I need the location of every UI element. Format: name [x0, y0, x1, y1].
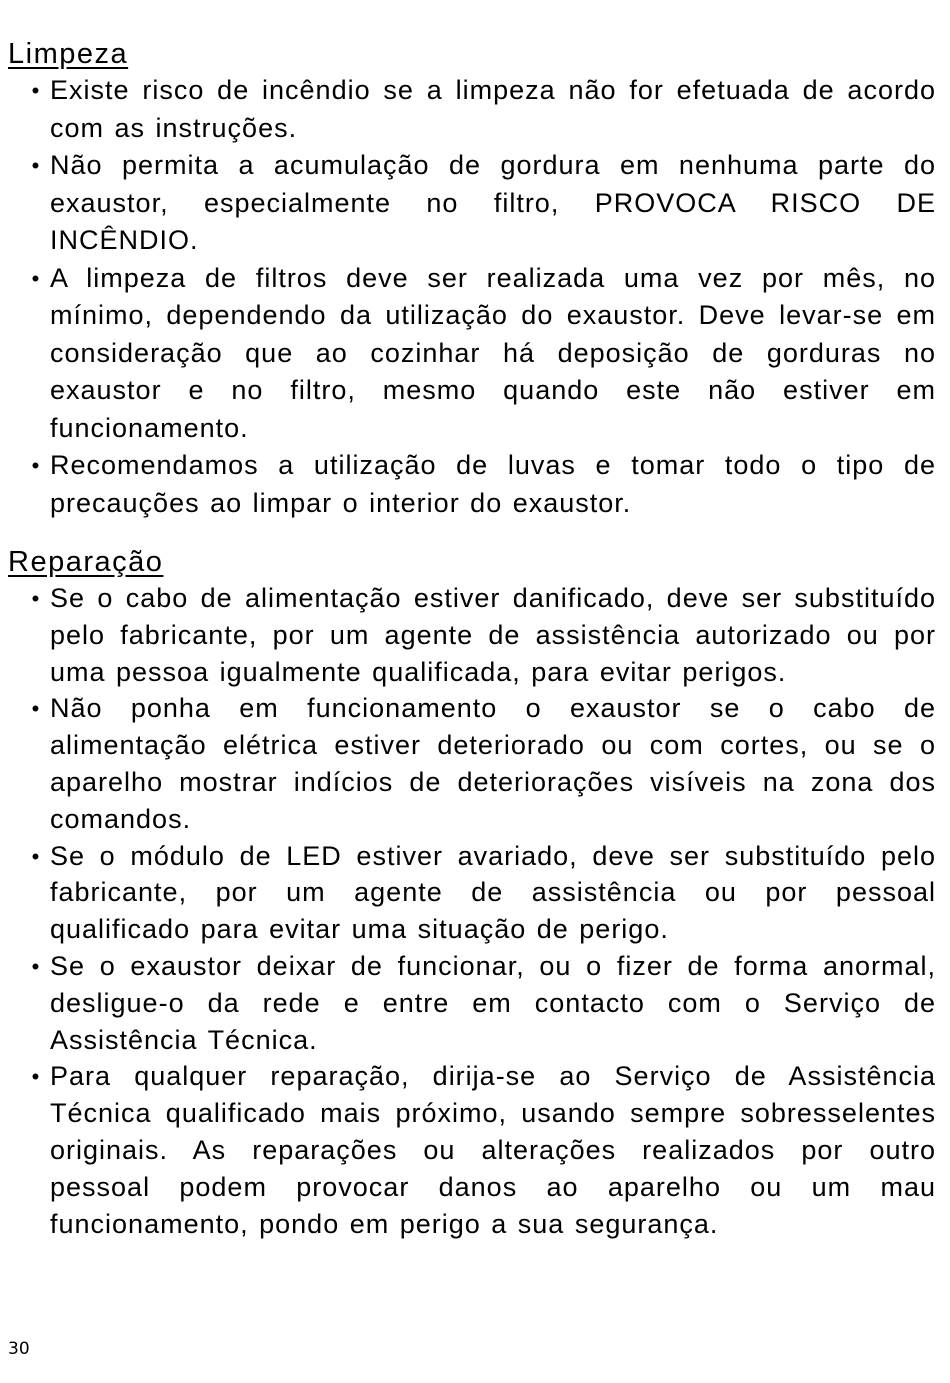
bullet-icon: • [31, 953, 41, 979]
list-item [8, 147, 936, 260]
bullet-icon: • [31, 843, 41, 869]
list-item [8, 838, 936, 948]
list-item [8, 72, 936, 147]
section-heading: Reparação [8, 546, 164, 578]
page-number: 30 [8, 1339, 30, 1359]
section-limpeza [8, 36, 936, 522]
list-item-text: Recomendamos a utilização de luvas e tomar todo o tipo de precauções ao limpar o interior do exaustor. [50, 450, 936, 518]
list-item [8, 1058, 936, 1242]
bullet-icon: • [31, 453, 41, 478]
list-item-text: A limpeza de filtros deve ser realizada uma vez por mês, no mínimo, dependendo da utilização do exaustor. Deve levar-se em consideração que ao cozinhar há deposição de gorduras no exaustor e no filtro, mesmo quando este não estiver em funcionamento. [50, 262, 936, 443]
list-item [8, 447, 936, 522]
bullet-list [8, 72, 936, 522]
list-item-text: Existe risco de incêndio se a limpeza não for efetuada de acordo com as instruções. [50, 75, 936, 143]
bullet-icon: • [31, 153, 41, 178]
list-item [8, 260, 936, 448]
section-heading: Limpeza [8, 38, 129, 70]
document-page [8, 36, 936, 1264]
list-item-text: Para qualquer reparação, dirija-se ao Serviço de Assistência Técnica qualificado mais próximo, usando sempre sobresselentes originais. As reparações ou alterações realizados por outro pessoal podem provocar danos ao aparelho ou um mau funcionamento, pondo em perigo a sua segurança. [50, 1061, 936, 1239]
bullet-icon: • [31, 696, 41, 722]
list-item [8, 580, 936, 690]
list-item [8, 690, 936, 837]
list-item-text: Se o módulo de LED estiver avariado, deve ser substituído pelo fabricante, por um agente de assistência ou por pessoal qualificado para evitar uma situação de perigo. [50, 840, 936, 945]
bullet-list [8, 580, 936, 1242]
list-item-text: Se o exaustor deixar de funcionar, ou o fizer de forma anormal, desligue-o da rede e entre em contacto com o Serviço de Assistência Técnica. [50, 950, 936, 1055]
bullet-icon: • [31, 586, 41, 611]
list-item-text: Não permita a acumulação de gordura em nenhuma parte do exaustor, especialmente no filtro, PROVOCA RISCO DE INCÊNDIO. [50, 150, 936, 255]
bullet-icon: • [31, 78, 41, 103]
list-item-text: Não ponha em funcionamento o exaustor se o cabo de alimentação elétrica estiver deteriorado ou com cortes, ou se o aparelho mostrar indícios de deteriorações visíveis na zona dos comandos. [50, 693, 936, 834]
bullet-icon: • [31, 1064, 41, 1090]
list-item-text: Se o cabo de alimentação estiver danificado, deve ser substituído pelo fabricante, por um agente de assistência autorizado ou por uma pessoa igualmente qualificada, para evitar perigos. [50, 583, 936, 687]
list-item [8, 948, 936, 1058]
section-reparacao [8, 544, 936, 1242]
bullet-icon: • [31, 265, 41, 291]
